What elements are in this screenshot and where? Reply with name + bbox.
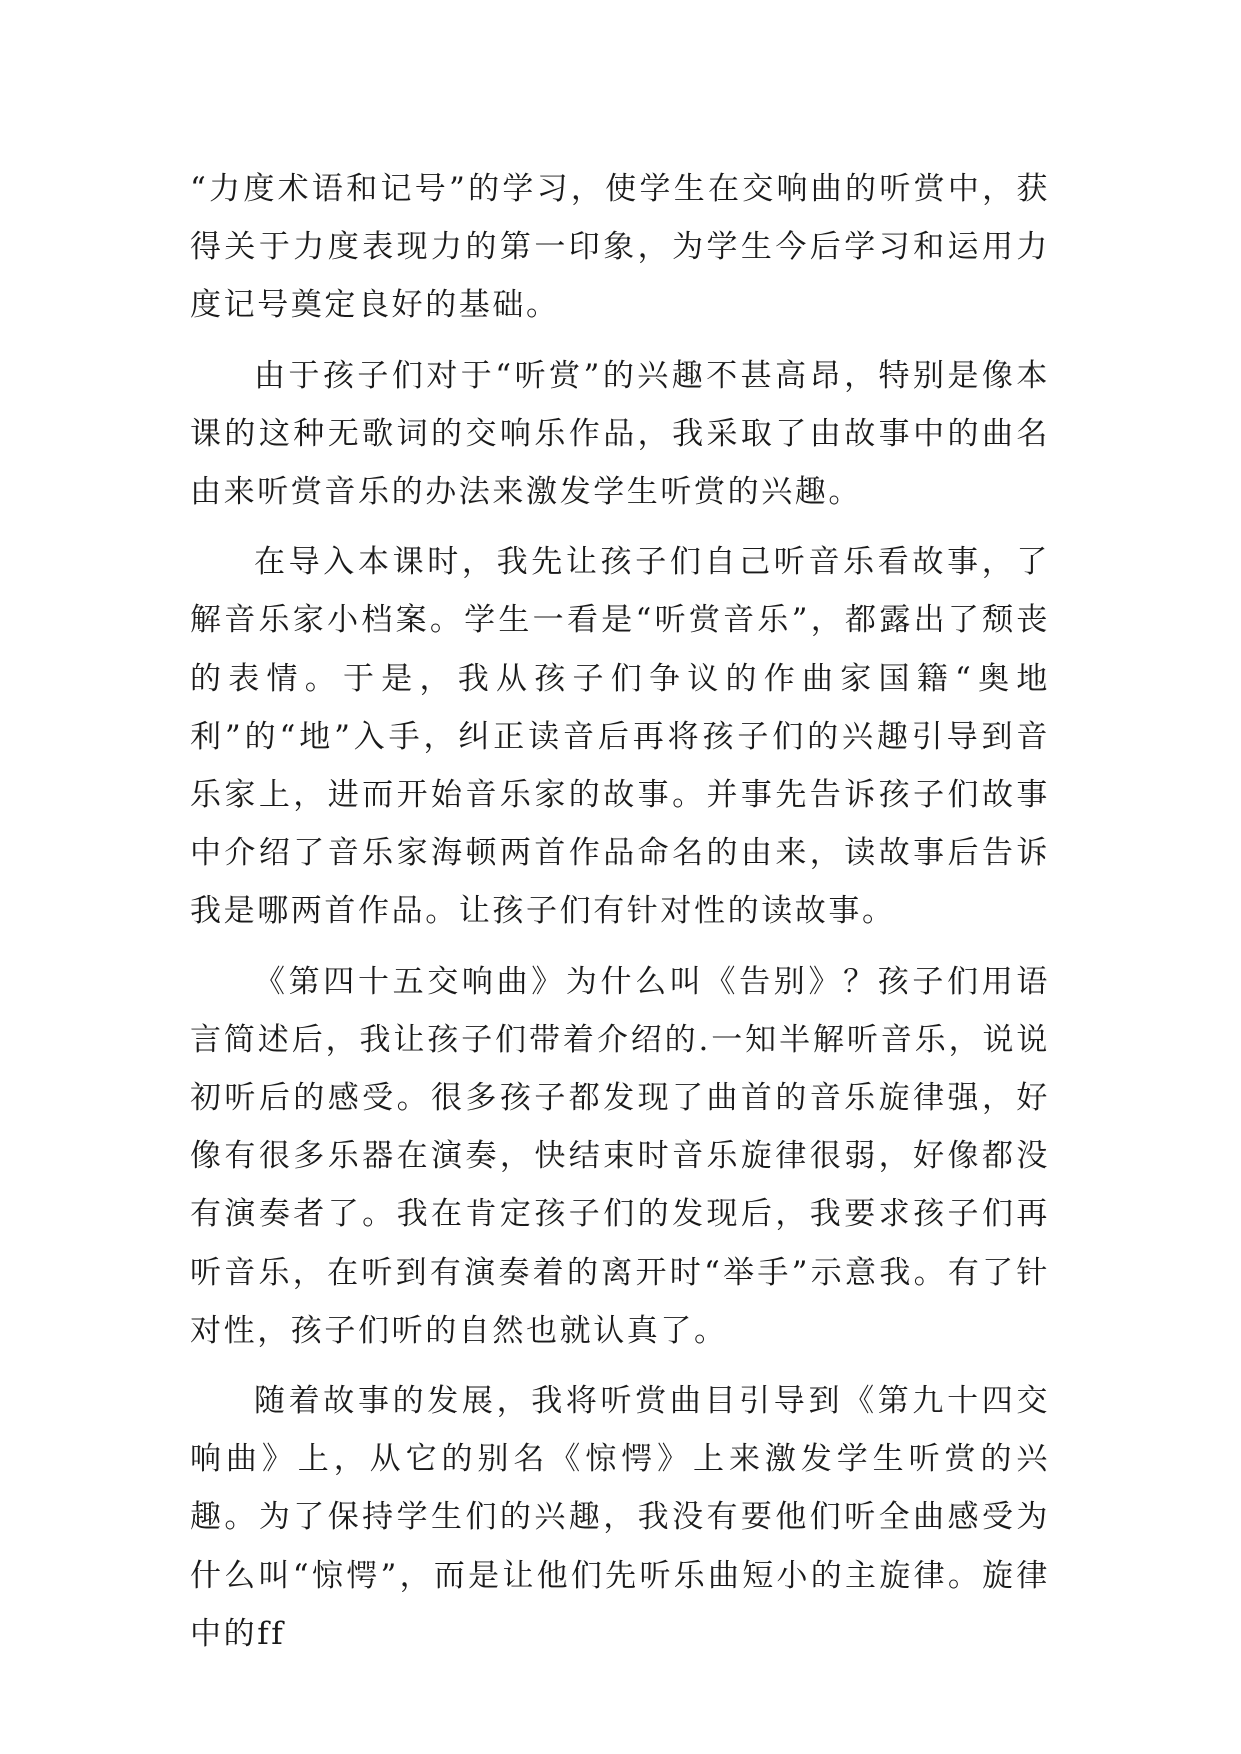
- paragraph-4: 《第四十五交响曲》为什么叫《告别》？孩子们用语言简述后，我让孩子们带着介绍的.一知半解听音乐，说说初听后的感受。很多孩子都发现了曲首的音乐旋律强，好像有很多乐器在演奏，快结束时音乐旋律很弱，好像都没有演奏者了。我在肯定孩子们的发现后，我要求孩子们再听音乐，在听到有演奏着的离开时“举手”示意我。有了针对性，孩子们听的自然也就认真了。: [190, 963, 1050, 1349]
- paragraph-5: 随着故事的发展，我将听赏曲目引导到《第九十四交响曲》上，从它的别名《惊愕》上来激发学生听赏的兴趣。为了保持学生们的兴趣，我没有要他们听全曲感受为什么叫“惊愕”，而是让他们先听乐曲短小的主旋律。旋律中的ff: [190, 1383, 1050, 1652]
- document-body: [190, 160, 1050, 1675]
- paragraph-3: 在导入本课时，我先让孩子们自己听音乐看故事，了解音乐家小档案。学生一看是“听赏音乐”，都露出了颓丧的表情。于是，我从孩子们争议的作曲家国籍“奥地利”的“地”入手，纠正读音后再将孩子们的兴趣引导到音乐家上，进而开始音乐家的故事。并事先告诉孩子们故事中介绍了音乐家海顿两首作品命名的由来，读故事后告诉我是哪两首作品。让孩子们有针对性的读故事。: [190, 544, 1050, 930]
- paragraph-2: 由于孩子们对于“听赏”的兴趣不甚高昂，特别是像本课的这种无歌词的交响乐作品，我采取了由故事中的曲名由来听赏音乐的办法来激发学生听赏的兴趣。: [190, 357, 1050, 511]
- paragraph-1: “力度术语和记号”的学习，使学生在交响曲的听赏中，获得关于力度表现力的第一印象，为学生今后学习和运用力度记号奠定良好的基础。: [190, 171, 1050, 324]
